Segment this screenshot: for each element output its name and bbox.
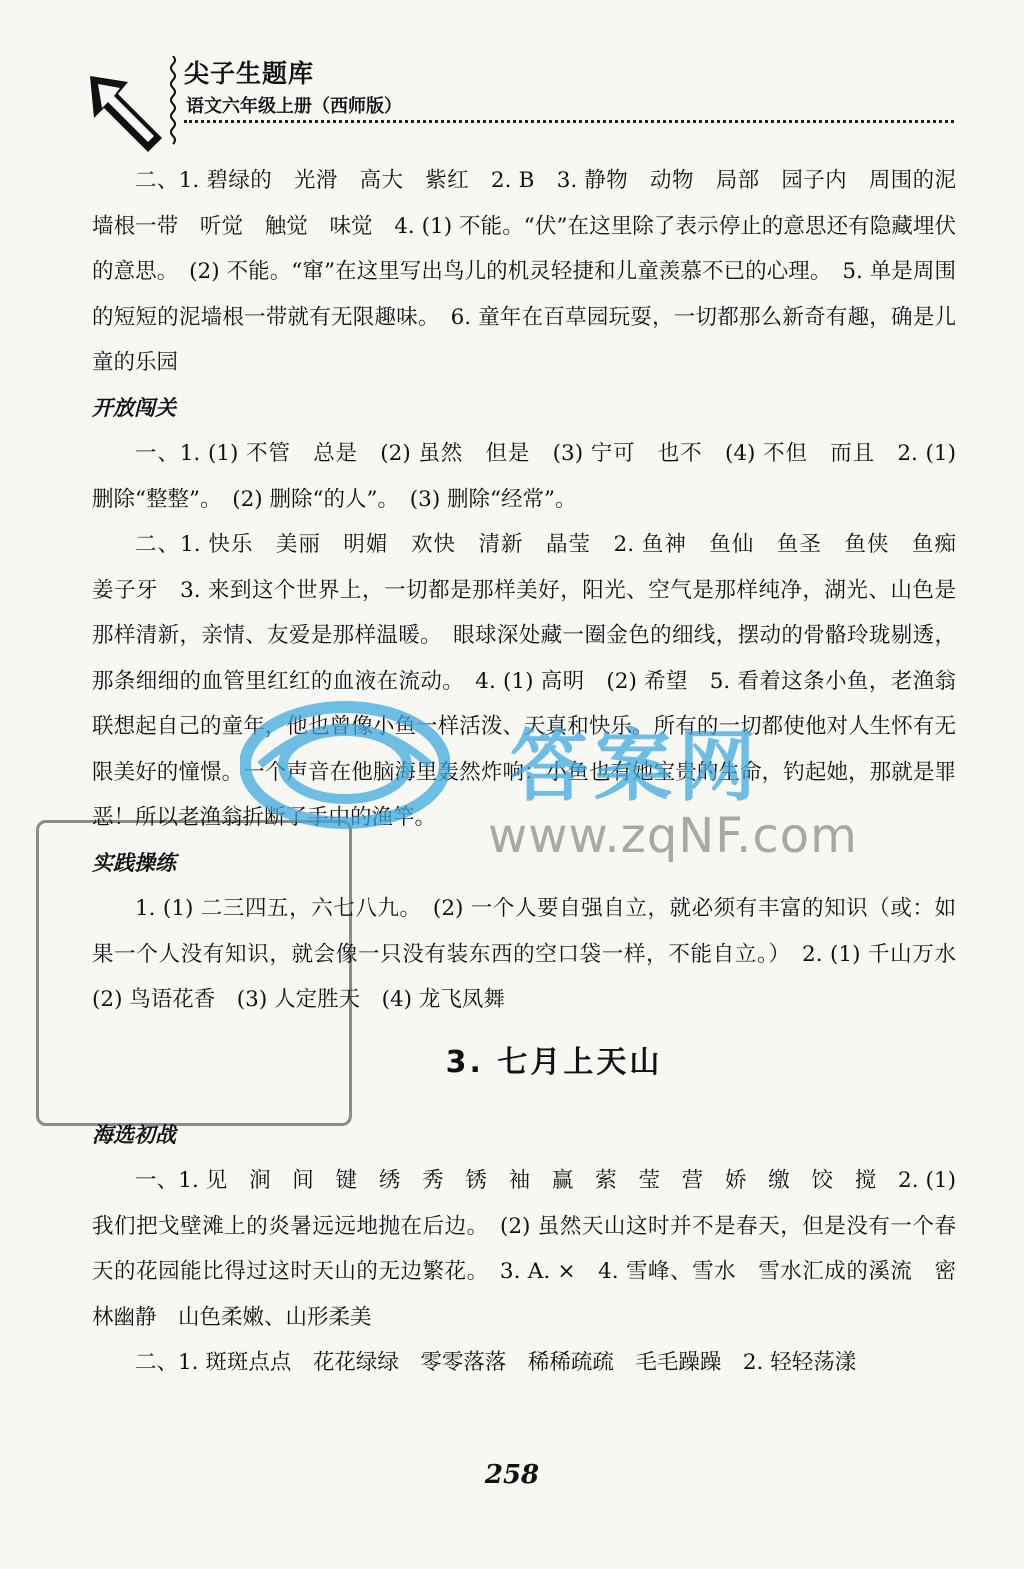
chapter-title: 3. 七月上天山 xyxy=(445,1044,663,1080)
answer-paragraph: 1. (1) 二三四五，六七八九。 (2) 一个人要自强自立，就必须有丰富的知识（或：如果一个人没有知识，就会像一只没有装东西的空口袋一样，不能自立。） 2. (1) 千山万水 (2) 鸟语花香 (3) 人定胜天 (4) 龙飞凤舞 xyxy=(92,896,978,1012)
answer-paragraph: 二、1. 快乐 美丽 明媚 欢快 清新 晶莹 2. 鱼神 鱼仙 鱼圣 鱼侠 鱼痴 姜子牙 3. 来到这个世界上，一切都是那样美好，阳光、空气是那样纯净，湖光、山色是那样清新，亲情、友爱是那样温暖。 眼球深处藏一圈金色的细线，摆动的骨骼玲珑剔透，那条细细的血管里红红的血液在流动。 4. (1) 高明 (2) 希望 5. 看着这条小鱼，老渔翁联想起自己的童年，他也曾像小鱼一样活泼、天真和快乐。所有的一切都使他对人生怀有无限美好的憧憬。一个声音在他脑海里轰然炸响：小鱼也有她宝贵的生命，钓起她，那就是罪恶！所以老渔翁折断了手中的渔竿。 xyxy=(92,532,978,830)
section-heading: 实践操练 xyxy=(92,850,176,875)
section-heading: 海选初战 xyxy=(92,1122,176,1147)
section-heading: 开放闯关 xyxy=(92,395,176,420)
answer-paragraph: 二、1. 碧绿的 光滑 高大 紫红 2. B 3. 静物 动物 局部 园子内 周围的泥墙根一带 听觉 触觉 味觉 4. (1) 不能。“伏”在这里除了表示停止的意思还有隐藏埋伏的意思。 (2) 不能。“窜”在这里写出鸟儿的机灵轻捷和儿童羡慕不已的心理。 5. 单是周围的短短的泥墙根一带就有无限趣味。 6. 童年在百草园玩耍，一切都那么新奇有趣，确是儿童的乐园 xyxy=(92,168,956,375)
book-subtitle: 语文六年级上册（西师版） xyxy=(186,96,402,117)
watermark-url: www.zqNF.com xyxy=(488,808,858,864)
answer-paragraph: 二、1. 斑斑点点 花花绿绿 零零落落 稀稀疏疏 毛毛躁躁 2. 轻轻荡漾 xyxy=(135,1350,857,1375)
wavy-divider xyxy=(168,56,178,148)
header-dotted-rule xyxy=(184,120,954,123)
answer-paragraph: 一、1. (1) 不管 总是 (2) 虽然 但是 (3) 宁可 也不 (4) 不但 而且 2. (1) 删除“整整”。 (2) 删除“的人”。 (3) 删除“经常”。 xyxy=(92,441,956,512)
page-header xyxy=(80,52,960,152)
book-title: 尖子生题库 xyxy=(184,59,315,88)
answer-paragraph: 一、1. 见 涧 间 键 绣 秀 锈 袖 赢 萦 莹 营 娇 缴 饺 搅 2. (1) 我们把戈壁滩上的炎暑远远地抛在后边。 (2) 虽然天山这时并不是春天，但是没有一个春天的花园能比得过这时天山的无边繁花。 3. A. × 4. 雪峰、雪水 雪水汇成的溪流 密林幽静 山色柔嫩、山形柔美 xyxy=(92,1168,956,1330)
watermark-name: 答案网 xyxy=(510,722,763,812)
page-number: 258 xyxy=(484,1460,540,1490)
arrow-icon xyxy=(84,72,166,154)
answer-content xyxy=(92,158,978,1386)
